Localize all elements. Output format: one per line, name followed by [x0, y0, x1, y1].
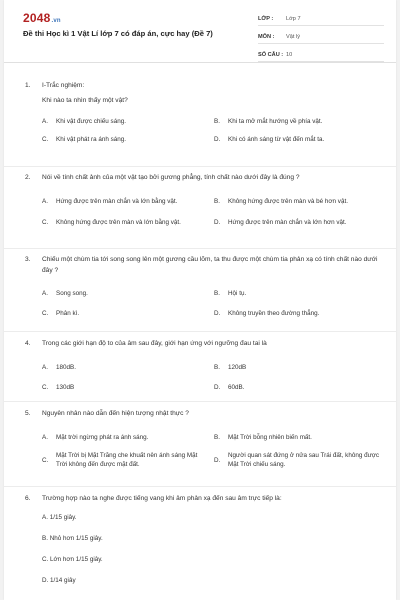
question-number: 3. — [25, 256, 31, 263]
option-c[interactable] — [42, 447, 214, 473]
option-text: Song song. — [56, 289, 88, 297]
option-text: 120dB — [228, 363, 247, 371]
option-letter: D. — [214, 456, 221, 464]
option-d[interactable]: D. 1/14 giây — [42, 577, 76, 584]
question-6 — [25, 493, 380, 597]
option-text: Khi ta mở mắt hướng về phía vật. — [228, 117, 323, 125]
option-letter: D. — [214, 383, 221, 391]
option-text: Người quan sát đứng ở nửa sau Trái đất, không được Mặt Trời chiếu sáng. — [228, 452, 380, 468]
divider — [4, 166, 396, 167]
option-b[interactable]: B. Nhỏ hơn 1/15 giây. — [42, 535, 103, 542]
question-number: 1. — [25, 82, 31, 89]
meta-row-subject — [258, 28, 384, 44]
option-text: Mặt trời ngừng phát ra ánh sáng. — [56, 433, 149, 441]
option-text: Không hứng được trên màn và lớn bằng vật. — [56, 218, 181, 226]
meta-row-class — [258, 10, 384, 26]
option-text: Hội tụ. — [228, 289, 247, 297]
option-d[interactable] — [214, 447, 386, 473]
meta-label: LỚP : — [258, 16, 274, 22]
option-letter: A. — [42, 117, 48, 125]
option-a[interactable] — [42, 283, 214, 303]
site-logo[interactable] — [23, 11, 61, 25]
option-text: Khi vật phát ra ánh sáng. — [56, 135, 127, 143]
question-header — [25, 80, 380, 91]
option-b[interactable] — [214, 192, 386, 210]
question-header — [25, 338, 380, 349]
exam-meta — [258, 10, 384, 64]
option-grid — [42, 427, 380, 473]
question-text: I-Trắc nghiệm: — [42, 82, 85, 89]
question-header — [25, 172, 380, 183]
option-d[interactable] — [214, 377, 386, 397]
question-number: 2. — [25, 174, 31, 181]
question-header — [25, 408, 380, 419]
option-d[interactable] — [214, 303, 386, 323]
option-c[interactable] — [42, 377, 214, 397]
option-letter: C. — [42, 456, 49, 464]
question-text: Trường hợp nào ta nghe được tiếng vang khi âm phản xạ đến sau âm trực tiếp là: — [42, 495, 282, 502]
meta-value: Lớp 7 — [286, 16, 301, 22]
option-letter: A. — [42, 289, 48, 297]
exam-sheet — [4, 0, 396, 600]
option-text: Không truyền theo đường thẳng. — [228, 309, 320, 317]
option-letter: C. — [42, 218, 49, 226]
option-letter: B. — [214, 197, 220, 205]
option-text: Phân kì. — [56, 309, 80, 317]
option-text: Không hứng được trên màn và bé hơn vật. — [228, 197, 348, 205]
option-c[interactable]: C. Lớn hơn 1/15 giây. — [42, 556, 103, 563]
option-b[interactable] — [214, 427, 386, 447]
question-header — [25, 493, 380, 504]
option-letter: D. — [214, 135, 221, 143]
question-1 — [25, 80, 380, 148]
option-a[interactable] — [42, 192, 214, 210]
question-4 — [25, 338, 380, 397]
divider — [4, 248, 396, 249]
logo-text: 2048 — [23, 11, 51, 25]
divider — [4, 486, 396, 487]
option-c[interactable] — [42, 130, 214, 148]
option-text: Mặt Trời bị Mặt Trăng che khuất nên ánh sáng Mặt Trời không đến được mặt đất. — [56, 452, 198, 468]
option-a[interactable] — [42, 112, 214, 130]
option-c[interactable] — [42, 303, 214, 323]
option-letter: D. — [214, 309, 221, 317]
option-grid — [42, 357, 380, 397]
option-text: 130dB — [56, 383, 75, 391]
divider — [4, 401, 396, 402]
divider — [4, 331, 396, 332]
option-b[interactable] — [214, 283, 386, 303]
option-b[interactable] — [214, 357, 386, 377]
option-letter: B. — [214, 363, 220, 371]
question-text: Nói về tính chất ảnh của một vật tạo bởi gương phẳng, tính chất nào dưới đây là đúng ? — [42, 174, 300, 181]
option-grid — [42, 283, 380, 323]
option-d[interactable] — [214, 210, 386, 234]
option-letter: B. — [214, 433, 220, 441]
option-text: Hứng được trên màn chắn và lớn hơn vật. — [228, 218, 347, 226]
option-text: Khi vật được chiếu sáng. — [56, 117, 126, 125]
exam-title: Đề thi Học kì 1 Vật Lí lớp 7 có đáp án, cực hay (Đề 7) — [23, 29, 213, 38]
meta-value: 10 — [286, 52, 293, 58]
option-a[interactable] — [42, 427, 214, 447]
option-b[interactable] — [214, 112, 386, 130]
logo-suffix: .vn — [51, 18, 61, 24]
meta-row-count — [258, 46, 384, 62]
option-text: 60dB. — [228, 383, 245, 391]
question-3 — [25, 254, 380, 323]
option-letter: C. — [42, 135, 49, 143]
option-a[interactable]: A. 1/15 giây. — [42, 514, 77, 521]
option-a[interactable] — [42, 357, 214, 377]
option-grid — [42, 112, 380, 148]
question-header — [25, 254, 380, 276]
meta-value: Vật lý — [286, 34, 300, 40]
option-letter: C. — [42, 383, 49, 391]
option-text: Hứng được trên màn chắn và lớn bằng vật. — [56, 197, 178, 205]
option-letter: A. — [42, 433, 48, 441]
option-letter: A. — [42, 197, 48, 205]
option-letter: C. — [42, 309, 49, 317]
question-2 — [25, 172, 380, 234]
question-5 — [25, 408, 380, 473]
exam-header — [4, 0, 396, 63]
question-subtext: Khi nào ta nhìn thấy một vật? — [42, 97, 128, 104]
question-text: Trong các giới hạn độ to của âm sau đây, giới hạn ứng với ngưỡng đau tai là — [42, 340, 267, 347]
question-number: 4. — [25, 340, 31, 347]
question-text: Nguyên nhân nào dẫn đến hiện tượng nhật thực ? — [42, 410, 189, 417]
option-text: Khi có ánh sáng từ vật đến mắt ta. — [228, 135, 325, 143]
meta-label: MÔN : — [258, 34, 275, 40]
option-c[interactable] — [42, 210, 214, 234]
option-list — [42, 513, 380, 597]
question-text: Chiếu một chùm tia tới song song lên một gương cầu lõm, ta thu được một chùm tia phản xạ có tính chất nào dưới đây ? — [42, 256, 378, 274]
option-text: Mặt Trời bỗng nhiên biến mất. — [228, 433, 312, 441]
option-d[interactable] — [214, 130, 386, 148]
question-number: 6. — [25, 495, 31, 502]
option-grid — [42, 192, 380, 234]
question-number: 5. — [25, 410, 31, 417]
option-letter: A. — [42, 363, 48, 371]
meta-label: SỐ CÂU : — [258, 52, 284, 58]
option-letter: B. — [214, 289, 220, 297]
option-text: 180dB. — [56, 363, 76, 371]
option-letter: D. — [214, 218, 221, 226]
option-letter: B. — [214, 117, 220, 125]
